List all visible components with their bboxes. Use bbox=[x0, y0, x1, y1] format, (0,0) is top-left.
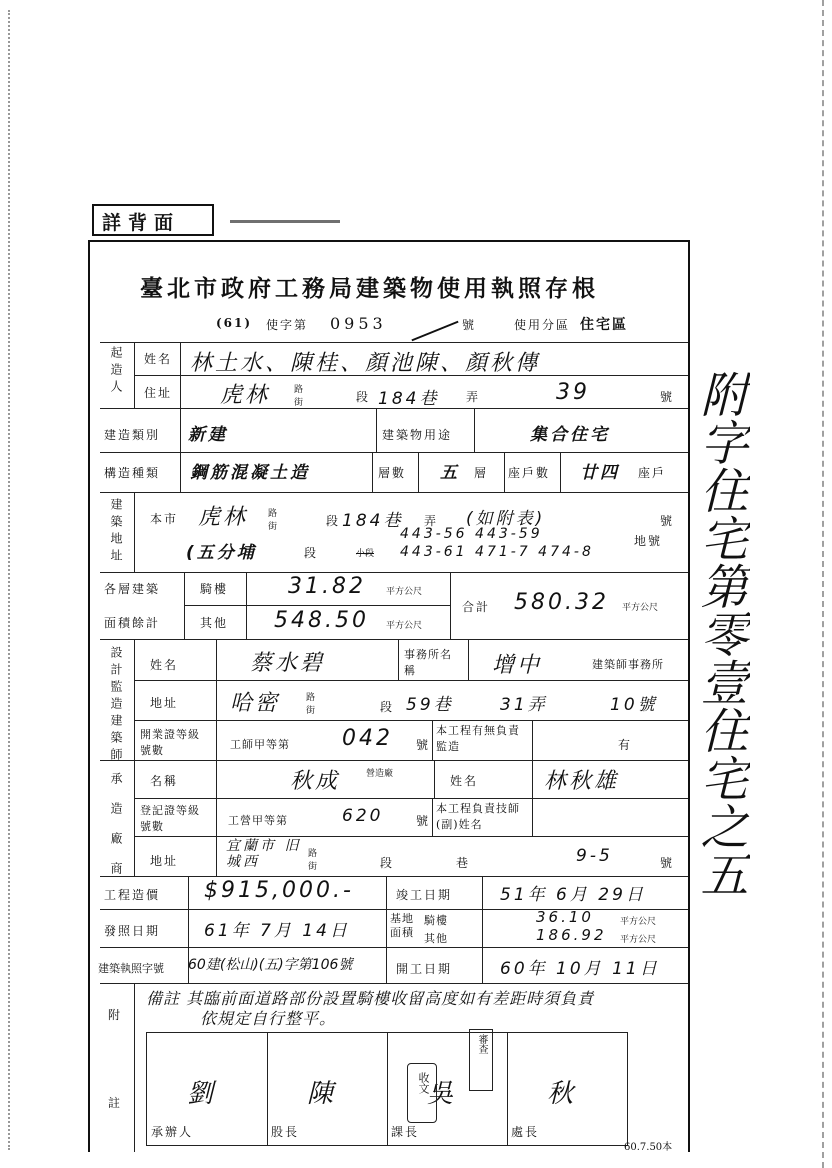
print-code: 60.7.50本 bbox=[624, 1142, 673, 1153]
signoff-grid bbox=[146, 1032, 628, 1146]
signoff-value-2: 陳 bbox=[307, 1079, 337, 1109]
other-label: 其他 bbox=[200, 616, 229, 630]
floors-unit: 層 bbox=[474, 466, 489, 480]
license-slash bbox=[411, 321, 458, 342]
designer-hao-label: 號 bbox=[416, 738, 431, 752]
applicant-lane: 184巷 bbox=[378, 389, 440, 409]
remarks-text-2: 依規定自行整平。 bbox=[200, 1009, 337, 1028]
area-label-1: 各層建築 bbox=[104, 582, 161, 596]
license-prefix: 使字第 bbox=[266, 318, 309, 332]
signoff-label-4: 處長 bbox=[511, 1125, 540, 1139]
arcade-value: 31.82 bbox=[288, 574, 366, 599]
contractor-road-label: 路街 bbox=[308, 849, 318, 872]
applicant-names: 林土水、陳桂、顏池陳、顏秋傳 bbox=[190, 351, 541, 376]
review-stamp-text: 審查 bbox=[476, 1034, 487, 1054]
contractor-hao-label: 號 bbox=[416, 814, 431, 828]
tab-label: 詳背面 bbox=[102, 212, 181, 234]
structure-label: 構造種類 bbox=[104, 466, 161, 480]
contractor-name-label: 名稱 bbox=[150, 774, 179, 788]
site-lane: 184巷 bbox=[342, 511, 404, 531]
signoff-value-1: 劉 bbox=[187, 1079, 217, 1109]
floors-value: 五 bbox=[440, 463, 460, 483]
review-stamp bbox=[469, 1029, 493, 1091]
contractor-duan-label: 段 bbox=[380, 856, 395, 870]
document-tab bbox=[92, 204, 214, 236]
base-unit-1: 平方公尺 bbox=[620, 917, 657, 927]
zone-value: 住宅區 bbox=[580, 317, 628, 333]
base-building-label: 騎樓 bbox=[424, 914, 448, 927]
base-building-value: 36.10 bbox=[536, 908, 594, 926]
total-unit: 平方公尺 bbox=[622, 603, 659, 613]
designer-number: 10號 bbox=[610, 695, 658, 715]
site-lots-1: 443-56 443-59 bbox=[400, 526, 543, 542]
permit-value: 60建(松山)(五)字第106號 bbox=[188, 957, 353, 973]
contractor-number: 9-5 bbox=[576, 846, 613, 866]
site-lot-suffix: 地號 bbox=[634, 534, 663, 548]
signoff-label-3: 課長 bbox=[391, 1125, 420, 1139]
right-edge-marks bbox=[822, 0, 828, 1168]
contractor-cert-prefix: 工營甲等第 bbox=[228, 814, 288, 827]
structure-value: 鋼筋混凝土造 bbox=[190, 463, 310, 483]
site-alley-label: 弄 bbox=[424, 514, 439, 528]
designer-alley: 31弄 bbox=[500, 695, 548, 715]
applicant-hao-label: 號 bbox=[660, 390, 675, 404]
completion-label: 竣工日期 bbox=[396, 888, 453, 902]
signoff-value-4: 秋 bbox=[547, 1079, 577, 1109]
designer-duty-value: 有 bbox=[618, 738, 633, 752]
applicant-number: 39 bbox=[556, 380, 590, 405]
contractor-lane-label: 巷 bbox=[456, 856, 471, 870]
start-label: 開工日期 bbox=[396, 962, 453, 976]
signoff-label-2: 股長 bbox=[271, 1125, 300, 1139]
start-value: 60年 10月 11日 bbox=[500, 959, 660, 979]
households-label: 座戶數 bbox=[508, 466, 551, 480]
contractor-address-label: 地址 bbox=[150, 854, 179, 868]
designer-name-label: 姓名 bbox=[150, 658, 179, 672]
office-suffix: 建築師事務所 bbox=[592, 658, 664, 671]
contractor-cert-label: 登記證等級號數 bbox=[140, 804, 200, 833]
designer-cert-number: 042 bbox=[342, 726, 393, 751]
designer-lane: 59巷 bbox=[406, 695, 454, 715]
license-form bbox=[88, 240, 690, 1152]
site-city: 本市 bbox=[150, 512, 179, 526]
use-label: 建築物用途 bbox=[382, 428, 453, 442]
site-section: 建築地址 bbox=[109, 498, 123, 566]
contractor-person: 林秋雄 bbox=[544, 769, 620, 794]
signoff-value-3: 吳 bbox=[427, 1079, 457, 1109]
arcade-label: 騎樓 bbox=[200, 582, 229, 596]
contractor-tech-label: 本工程負責技師(副)姓名 bbox=[436, 802, 520, 831]
side-handwriting: 附字住宅第零壹住宅之五 bbox=[692, 370, 748, 898]
use-value: 集合住宅 bbox=[530, 425, 610, 445]
base-other-label: 其他 bbox=[424, 932, 448, 945]
remarks-text-1: 備註 其臨前面道路部份設置騎樓收留高度如有差距時須負責 bbox=[146, 989, 595, 1008]
completion-value: 51年 6月 29日 bbox=[500, 885, 646, 905]
license-number: 0953 bbox=[330, 314, 387, 333]
total-label: 合計 bbox=[462, 600, 491, 614]
remarks-section-1: 附 bbox=[108, 1008, 123, 1022]
designer-cert-prefix: 工師甲等第 bbox=[230, 738, 290, 751]
issue-label: 發照日期 bbox=[104, 924, 161, 938]
left-margin-marks bbox=[8, 10, 16, 1150]
contractor-section: 承造廠商 bbox=[109, 772, 123, 892]
area-label-2: 面積餘計 bbox=[104, 616, 161, 630]
build-category-label: 建造類別 bbox=[104, 428, 161, 442]
remarks-section-2: 註 bbox=[108, 1096, 123, 1110]
designer-address-label: 地址 bbox=[150, 696, 179, 710]
contractor-name: 秋成 bbox=[290, 769, 341, 794]
site-road-label: 路街 bbox=[268, 509, 278, 532]
designer-road-label: 路街 bbox=[306, 693, 316, 716]
designer-cert-label: 開業證等級號數 bbox=[140, 728, 200, 757]
cost-label: 工程造價 bbox=[104, 888, 161, 902]
applicant-section: 起造人 bbox=[109, 346, 123, 397]
applicant-name-label: 姓名 bbox=[144, 352, 173, 366]
received-stamp bbox=[407, 1063, 437, 1123]
designer-name: 蔡水碧 bbox=[250, 651, 326, 676]
designer-section: 設計監造建築師 bbox=[109, 646, 123, 765]
issue-value: 61年 7月 14日 bbox=[204, 921, 350, 941]
received-stamp-text: 收文 bbox=[417, 1072, 430, 1094]
office-name: 增中 bbox=[492, 653, 543, 678]
site-district: (五分埔 bbox=[186, 543, 257, 563]
signoff-label-1: 承辦人 bbox=[151, 1125, 194, 1139]
floors-label: 層數 bbox=[378, 466, 407, 480]
applicant-alley-label: 弄 bbox=[466, 390, 481, 404]
site-lots-2: 443-61 471-7 474-8 bbox=[400, 544, 594, 560]
base-area-label: 基地面積 bbox=[390, 912, 414, 939]
other-value: 548.50 bbox=[274, 608, 369, 633]
site-hao-label: 號 bbox=[660, 514, 675, 528]
site-street: 虎林 bbox=[198, 505, 249, 530]
form-title: 臺北市政府工務局建築物使用執照存根 bbox=[140, 275, 599, 302]
base-unit-2: 平方公尺 bbox=[620, 935, 657, 945]
office-label: 事務所名稱 bbox=[404, 648, 452, 677]
contractor-person-label: 姓名 bbox=[450, 774, 479, 788]
zone-label: 使用分區 bbox=[514, 318, 571, 332]
site-note: (如附表) bbox=[466, 509, 546, 529]
permit-label: 建築執照字號 bbox=[98, 962, 164, 975]
base-other-value: 186.92 bbox=[536, 926, 607, 944]
arcade-unit: 平方公尺 bbox=[386, 587, 423, 597]
contractor-name-suffix: 營造廠 bbox=[366, 769, 394, 779]
applicant-address-label: 住址 bbox=[144, 386, 173, 400]
contractor-hao2-label: 號 bbox=[660, 856, 675, 870]
site-duan-label: 段 bbox=[326, 514, 341, 528]
designer-duty-label: 本工程有無負責監造 bbox=[436, 724, 520, 753]
license-year: (61) bbox=[216, 316, 253, 330]
site-duan2-label: 段 bbox=[304, 546, 319, 560]
contractor-cert-number: 620 bbox=[342, 806, 384, 826]
total-value: 580.32 bbox=[514, 590, 609, 615]
designer-street: 哈密 bbox=[230, 691, 281, 716]
cost-value: $915,000.- bbox=[204, 878, 354, 903]
applicant-duan-label: 段 bbox=[356, 390, 371, 404]
license-suffix: 號 bbox=[462, 318, 477, 332]
contractor-street: 宜蘭市 旧城西 bbox=[226, 838, 302, 870]
scribble-mark bbox=[230, 220, 340, 237]
other-unit: 平方公尺 bbox=[386, 621, 423, 631]
site-lot-label: 小段 bbox=[356, 549, 375, 559]
households-value: 廿四 bbox=[580, 463, 620, 483]
applicant-road-label: 路街 bbox=[294, 385, 304, 408]
households-unit: 座戶 bbox=[638, 466, 667, 480]
applicant-street: 虎林 bbox=[220, 383, 271, 408]
designer-duan-label: 段 bbox=[380, 700, 395, 714]
build-category-value: 新建 bbox=[188, 425, 228, 445]
